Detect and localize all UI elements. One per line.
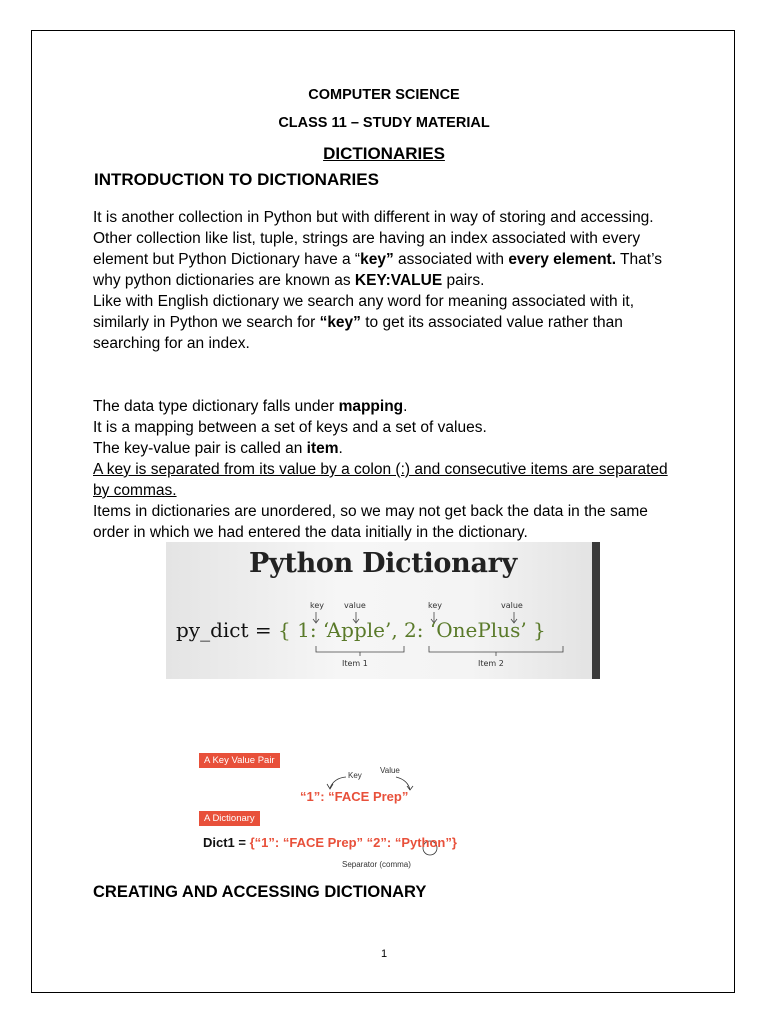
subject-heading: COMPUTER SCIENCE <box>308 87 460 103</box>
intro-text-c: associated with <box>393 251 509 268</box>
dict1-item-1: {“1”: “FACE Prep” <box>249 835 364 850</box>
item-text-a: The key-value pair is called an <box>93 440 307 457</box>
code-prefix: py_dict = <box>176 618 279 642</box>
dict1-item-2: “2”: “Python”} <box>363 835 457 850</box>
label-key-1: key <box>310 601 325 610</box>
separator-rule-underlined: A key is separated from its value by a colon (:) and consecutive items are separated by commas. <box>93 461 668 499</box>
key-value-pair-figure <box>196 742 574 878</box>
intro-paragraph <box>93 207 683 354</box>
label-key: Key <box>348 771 362 780</box>
english-dict-text-c: to get its associated value rather than searching for an index. <box>93 314 623 352</box>
intro-keyvalue-bold: KEY:VALUE <box>354 272 443 289</box>
intro-every-element-bold: every element. <box>508 251 617 268</box>
page-number: 1 <box>380 948 388 960</box>
mapping-text-c: . <box>403 398 408 415</box>
tag-key-value-pair: A Key Value Pair <box>199 753 280 768</box>
item-bold: item <box>306 440 339 457</box>
figure-arrows-brackets <box>166 542 600 679</box>
section-heading-introduction: INTRODUCTION TO DICTIONARIES <box>94 170 379 189</box>
figure-code-line <box>176 618 546 642</box>
separator-label: Separator (comma) <box>342 860 411 869</box>
code-dict-literal: { 1: ‘Apple’, 2: ‘OnePlus’ } <box>278 618 546 642</box>
intro-text-a: It is another collection in Python but with different in way of storing and accessing. Other collection like list, tuple, strings are having an index associated with every element but Python Dictionary have a “ <box>93 209 654 268</box>
key-value-example: “1”: “FACE Prep” <box>300 789 409 804</box>
dict1-prefix: Dict1 = <box>203 835 250 850</box>
english-dict-text-a: Like with English dictionary we search any word for meaning associated with it, similarly in Python we search for <box>93 293 635 331</box>
label-key-2: key <box>428 601 443 610</box>
mapping-text-a: The data type dictionary falls under <box>93 398 339 415</box>
label-item-1: Item 1 <box>342 659 368 668</box>
tag-a-dictionary: A Dictionary <box>199 811 260 826</box>
figure-title: Python Dictionary <box>249 548 517 579</box>
definition-paragraph <box>93 396 683 543</box>
label-value-2: value <box>501 601 523 610</box>
english-dict-key-bold: “key” <box>319 314 361 331</box>
intro-text-e: That’s why python dictionaries are known as <box>93 251 662 289</box>
label-value: Value <box>380 766 400 775</box>
intro-key-bold: key” <box>360 251 394 268</box>
unordered-note: Items in dictionaries are unordered, so we may not get back the data in the same order in which we had entered the data initially in the dictionary. <box>93 503 648 541</box>
python-dictionary-figure <box>166 542 600 679</box>
item-text-c: . <box>338 440 343 457</box>
label-item-2: Item 2 <box>478 659 504 668</box>
mapping-definition: It is a mapping between a set of keys and a set of values. <box>93 419 487 436</box>
intro-text-g: pairs. <box>442 272 485 289</box>
figure2-arrows <box>196 742 574 878</box>
section-heading-creating: CREATING AND ACCESSING DICTIONARY <box>93 883 427 901</box>
label-value-1: value <box>344 601 366 610</box>
document-title: DICTIONARIES <box>323 144 445 163</box>
mapping-bold: mapping <box>338 398 404 415</box>
dict1-example <box>203 835 457 850</box>
class-heading: CLASS 11 – STUDY MATERIAL <box>278 115 490 131</box>
